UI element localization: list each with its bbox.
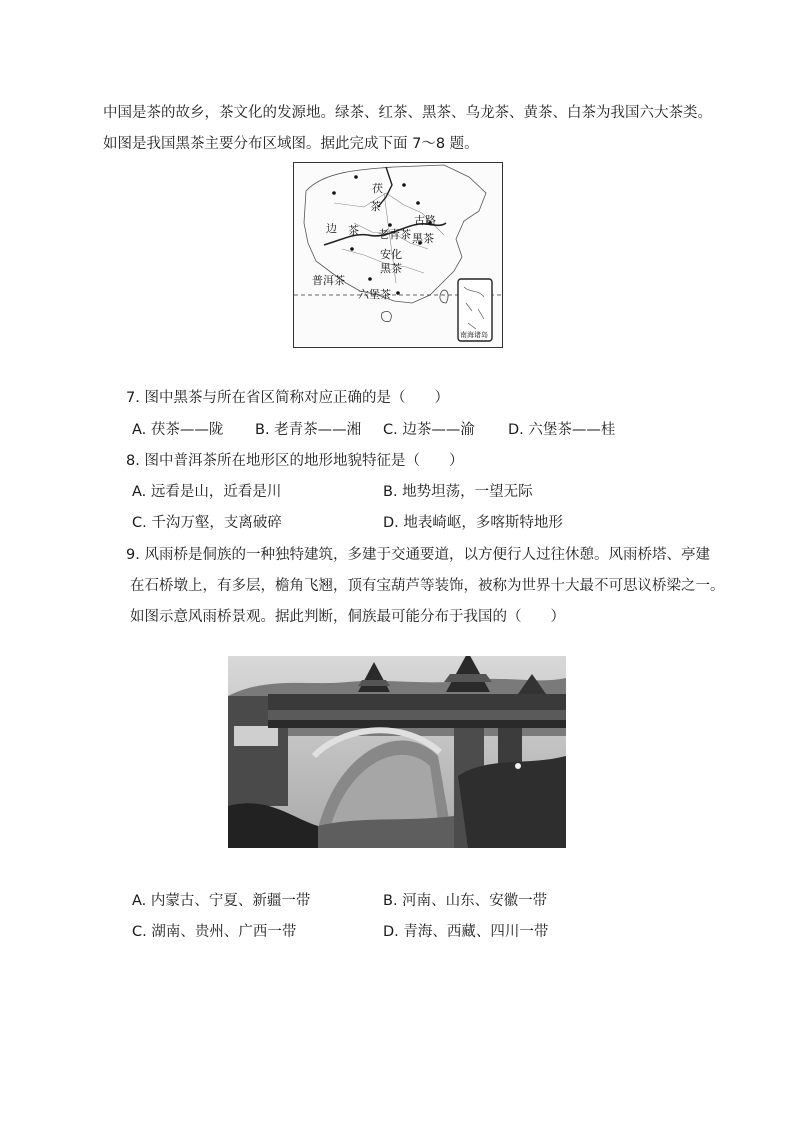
q8-option-c: C. 千沟万壑，支离破碎 — [132, 515, 282, 531]
map-label-fu-2: 茶 — [370, 200, 381, 213]
wind-rain-bridge-photo — [228, 656, 566, 848]
q8-option-a: A. 远看是山，近看是川 — [132, 484, 282, 500]
intro-line-2: 如图是我国黑茶主要分布区域图。据此完成下面 7～8 题。 — [103, 136, 479, 152]
q8-option-b: B. 地势坦荡，一望无际 — [383, 484, 533, 500]
q7-option-b: B. 老青茶——湘 — [255, 422, 362, 438]
q9-option-d: D. 青海、西藏、四川一带 — [383, 924, 549, 940]
q7-option-a: A. 茯茶——陇 — [132, 422, 224, 438]
map-label-inset: 南海诸岛 — [460, 331, 488, 339]
q8-stem: 8. 图中普洱茶所在地形区的地形地貌特征是（ ） — [126, 453, 464, 469]
q8-option-d: D. 地表崎岖，多喀斯特地形 — [383, 515, 563, 531]
map-label-gulu-1: 古路 — [414, 214, 436, 227]
q9-stem-line-2: 在石桥墩上，有多层，檐角飞翘，顶有宝葫芦等装饰，被称为世界十大最不可思议桥梁之一。 — [130, 578, 725, 594]
q9-stem-line-3: 如图示意风雨桥景观。据此判断，侗族最可能分布于我国的（ ） — [130, 609, 565, 625]
map-label-puer: 普洱茶 — [312, 274, 345, 287]
map-label-bian: 边 — [326, 222, 337, 235]
q9-option-c: C. 湖南、贵州、广西一带 — [132, 924, 297, 940]
q7-option-c: C. 边茶——渝 — [383, 422, 475, 438]
map-label-fu-1: 茯 — [372, 182, 383, 195]
q7-stem: 7. 图中黑茶与所在省区简称对应正确的是（ ） — [126, 390, 449, 406]
map-label-laoqing: 老青茶 — [378, 228, 411, 241]
map-label-bian-cha: 茶 — [348, 224, 359, 237]
map-label-gulu-2: 黑茶 — [412, 232, 434, 245]
bridge-drawing — [228, 656, 566, 848]
q9-option-a: A. 内蒙古、宁夏、新疆一带 — [132, 893, 311, 909]
black-tea-distribution-map — [293, 162, 503, 348]
q9-stem-line-1: 9. 风雨桥是侗族的一种独特建筑，多建于交通要道，以方便行人过往休憩。风雨桥塔、亭建 — [126, 547, 710, 563]
map-label-liubao: 六堡茶 — [358, 288, 391, 301]
q7-option-d: D. 六堡茶——桂 — [508, 422, 616, 438]
intro-line-1: 中国是茶的故乡，茶文化的发源地。绿茶、红茶、黑茶、乌龙茶、黄茶、白茶为我国六大茶类。 — [103, 105, 712, 121]
q9-option-b: B. 河南、山东、安徽一带 — [383, 893, 548, 909]
map-label-anhua-1: 安化 — [380, 248, 402, 261]
map-label-anhua-2: 黑茶 — [380, 262, 402, 275]
